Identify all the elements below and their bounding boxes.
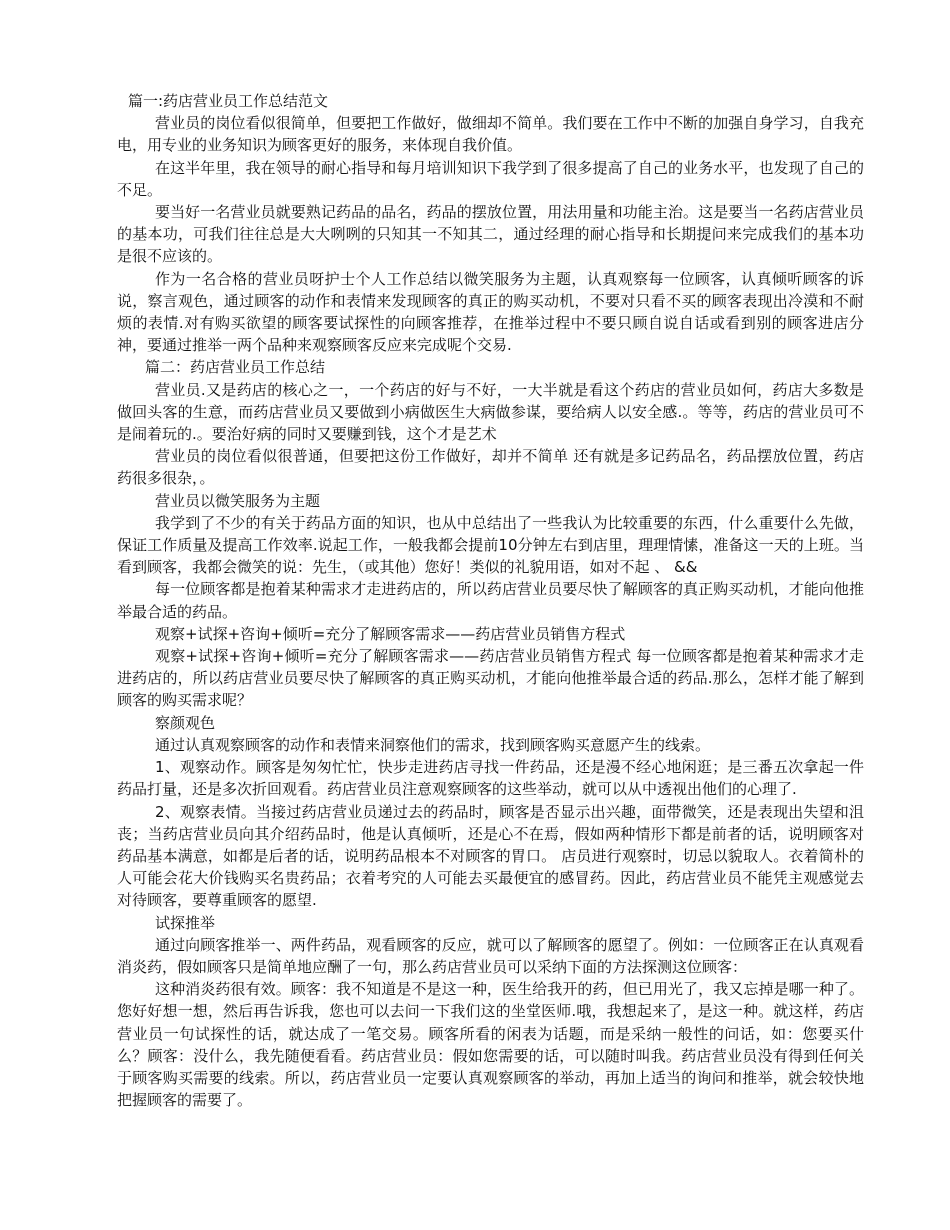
paragraph: 我学到了不少的有关于药品方面的知识，也从中总结出了一些我认为比较重要的东西，什么重要什么先做，保证工作质量及提高工作效率.说起工作，一般我都会提前10分钟左右到店里，理理情愫，准备这一天的上班。当看到顾客，我都会微笑的说：先生，（或其他）您好！类似的礼貌用语，如对不起 、 && [117,513,864,577]
paragraph: 要当好一名营业员就要熟记药品的品名，药品的摆放位置，用法用量和功能主治。这是要当一名药店营业员的基本功，可我们往往总是大大咧咧的只知其一不知其二，通过经理的耐心指导和长期提问来完成我们的基本功是很不应该的。 [117,203,864,266]
section-title-1: 篇一:药店营业员工作总结范文 [128,92,329,110]
paragraph: 在这半年里，我在领导的耐心指导和每月培训知识下我学到了很多提高了自己的业务水平，也发现了自己的不足。 [117,158,864,199]
subheading-recommend: 试探推举 [155,913,216,932]
paragraph: 营业员的岗位看似很普通，但要把这份工作做好，却并不简单 还有就是多记药品名，药品摆放位置，药店药很多很杂，。 [117,447,864,488]
paragraph: 这种消炎药很有效。顾客：我不知道是不是这一种，医生给我开的药，但已用光了，我又忘掉是哪一种了。您好好想一想，然后再告诉我，您也可以去问一下我们这的坐堂医师.哦，我想起来了，是这一种。就这样，药店营业员一句试探性的话，就达成了一笔交易。顾客所看的闲表为话题，而是采纳一般性的问话，如：您要买什么？顾客：没什么，我先随便看看。药店营业员：假如您需要的话，可以随时叫我。药店营业员没有得到任何关于顾客购买需要的线索。所以，药店营业员一定要认真观察顾客的举动，再加上适当的询问和推举，就会较快地把握顾客的需要了。 [117,980,864,1110]
paragraph: 每一位顾客都是抱着某种需求才走进药店的，所以药店营业员要尽快了解顾客的真正购买动机，才能向他推举最合适的药品。 [117,580,864,621]
paragraph: 作为一名合格的营业员呀护士个人工作总结以微笑服务为主题，认真观察每一位顾客，认真倾听顾客的诉说，察言观色，通过顾客的动作和表情来发现顾客的真正的购买动机，不要对只看不买的顾客表现出冷漠和不耐烦的表情.对有购买欲望的顾客要试探性的向顾客推荐，在推举过程中不要只顾自说自话或看到别的顾客进店分神，要通过推举一两个品种来观察顾客反应来完成呢个交易. [117,269,864,355]
document-body [117,90,864,1111]
subheading-observe: 察颜观色 [155,713,216,732]
formula-line: 观察+试探+咨询+倾听=充分了解顾客需求——药店营业员销售方程式 [155,624,626,643]
paragraph: 营业员的岗位看似很简单，但要把工作做好，做细却不简单。我们要在工作中不断的加强自身学习，自我充电，用专业的业务知识为顾客更好的服务，来体现自我价值。 [117,114,864,155]
paragraph: 1、观察动作。顾客是匆匆忙忙，快步走进药店寻找一件药品，还是漫不经心地闲逛；是三番五次拿起一件药品打量，还是多次折回观看。药店营业员注意观察顾客的这些举动，就可以从中透视出他们的心理了. [117,758,864,799]
paragraph: 营业员.又是药店的核心之一，一个药店的好与不好，一大半就是看这个药店的营业员如何，药店大多数是做回头客的生意，而药店营业员又要做到小病做医生大病做参谋，要给病人以安全感.。等等，药店的营业员可不是闹着玩的.。要治好病的同时又要赚到钱，这个才是艺术 [117,380,864,444]
section-title-2: 篇二：药店营业员工作总结 [145,358,326,377]
paragraph: 通过认真观察顾客的动作和表情来洞察他们的需求，找到顾客购买意愿产生的线索。 [155,735,711,754]
paragraph: 2、观察表情。当接过药店营业员递过去的药品时，顾客是否显示出兴趣，面带微笑，还是表现出失望和沮丧；当药店营业员向其介绍药品时，他是认真倾听，还是心不在焉，假如两种情形下都是前者的话，说明顾客对药品基本满意，如都是后者的话，说明药品根本不对顾客的胃口。 店员进行观察时，切忌以貌取人。衣着简朴的人可能会花大价钱购买名贵药品；衣着考究的人可能去买最便宜的感冒药。因此，药店营业员不能凭主观感觉去对待顾客，要尊重顾客的愿望. [117,802,864,910]
paragraph: 观察+试探+咨询+倾听=充分了解顾客需求——药店营业员销售方程式 每一位顾客都是抱着某种需求才走进药店的，所以药店营业员要尽快了解顾客的真正购买动机，才能向他推举最合适的药品.那么，怎样才能了解到顾客的购买需求呢？ [117,647,864,710]
paragraph: 营业员以微笑服务为主题 [155,491,321,510]
paragraph: 通过向顾客推举一、两件药品，观看顾客的反应，就可以了解顾客的愿望了。例如：一位顾客正在认真观看消炎药，假如顾客只是简单地应酬了一句，那么药店营业员可以采纳下面的方法探测这位顾客： [117,935,864,976]
